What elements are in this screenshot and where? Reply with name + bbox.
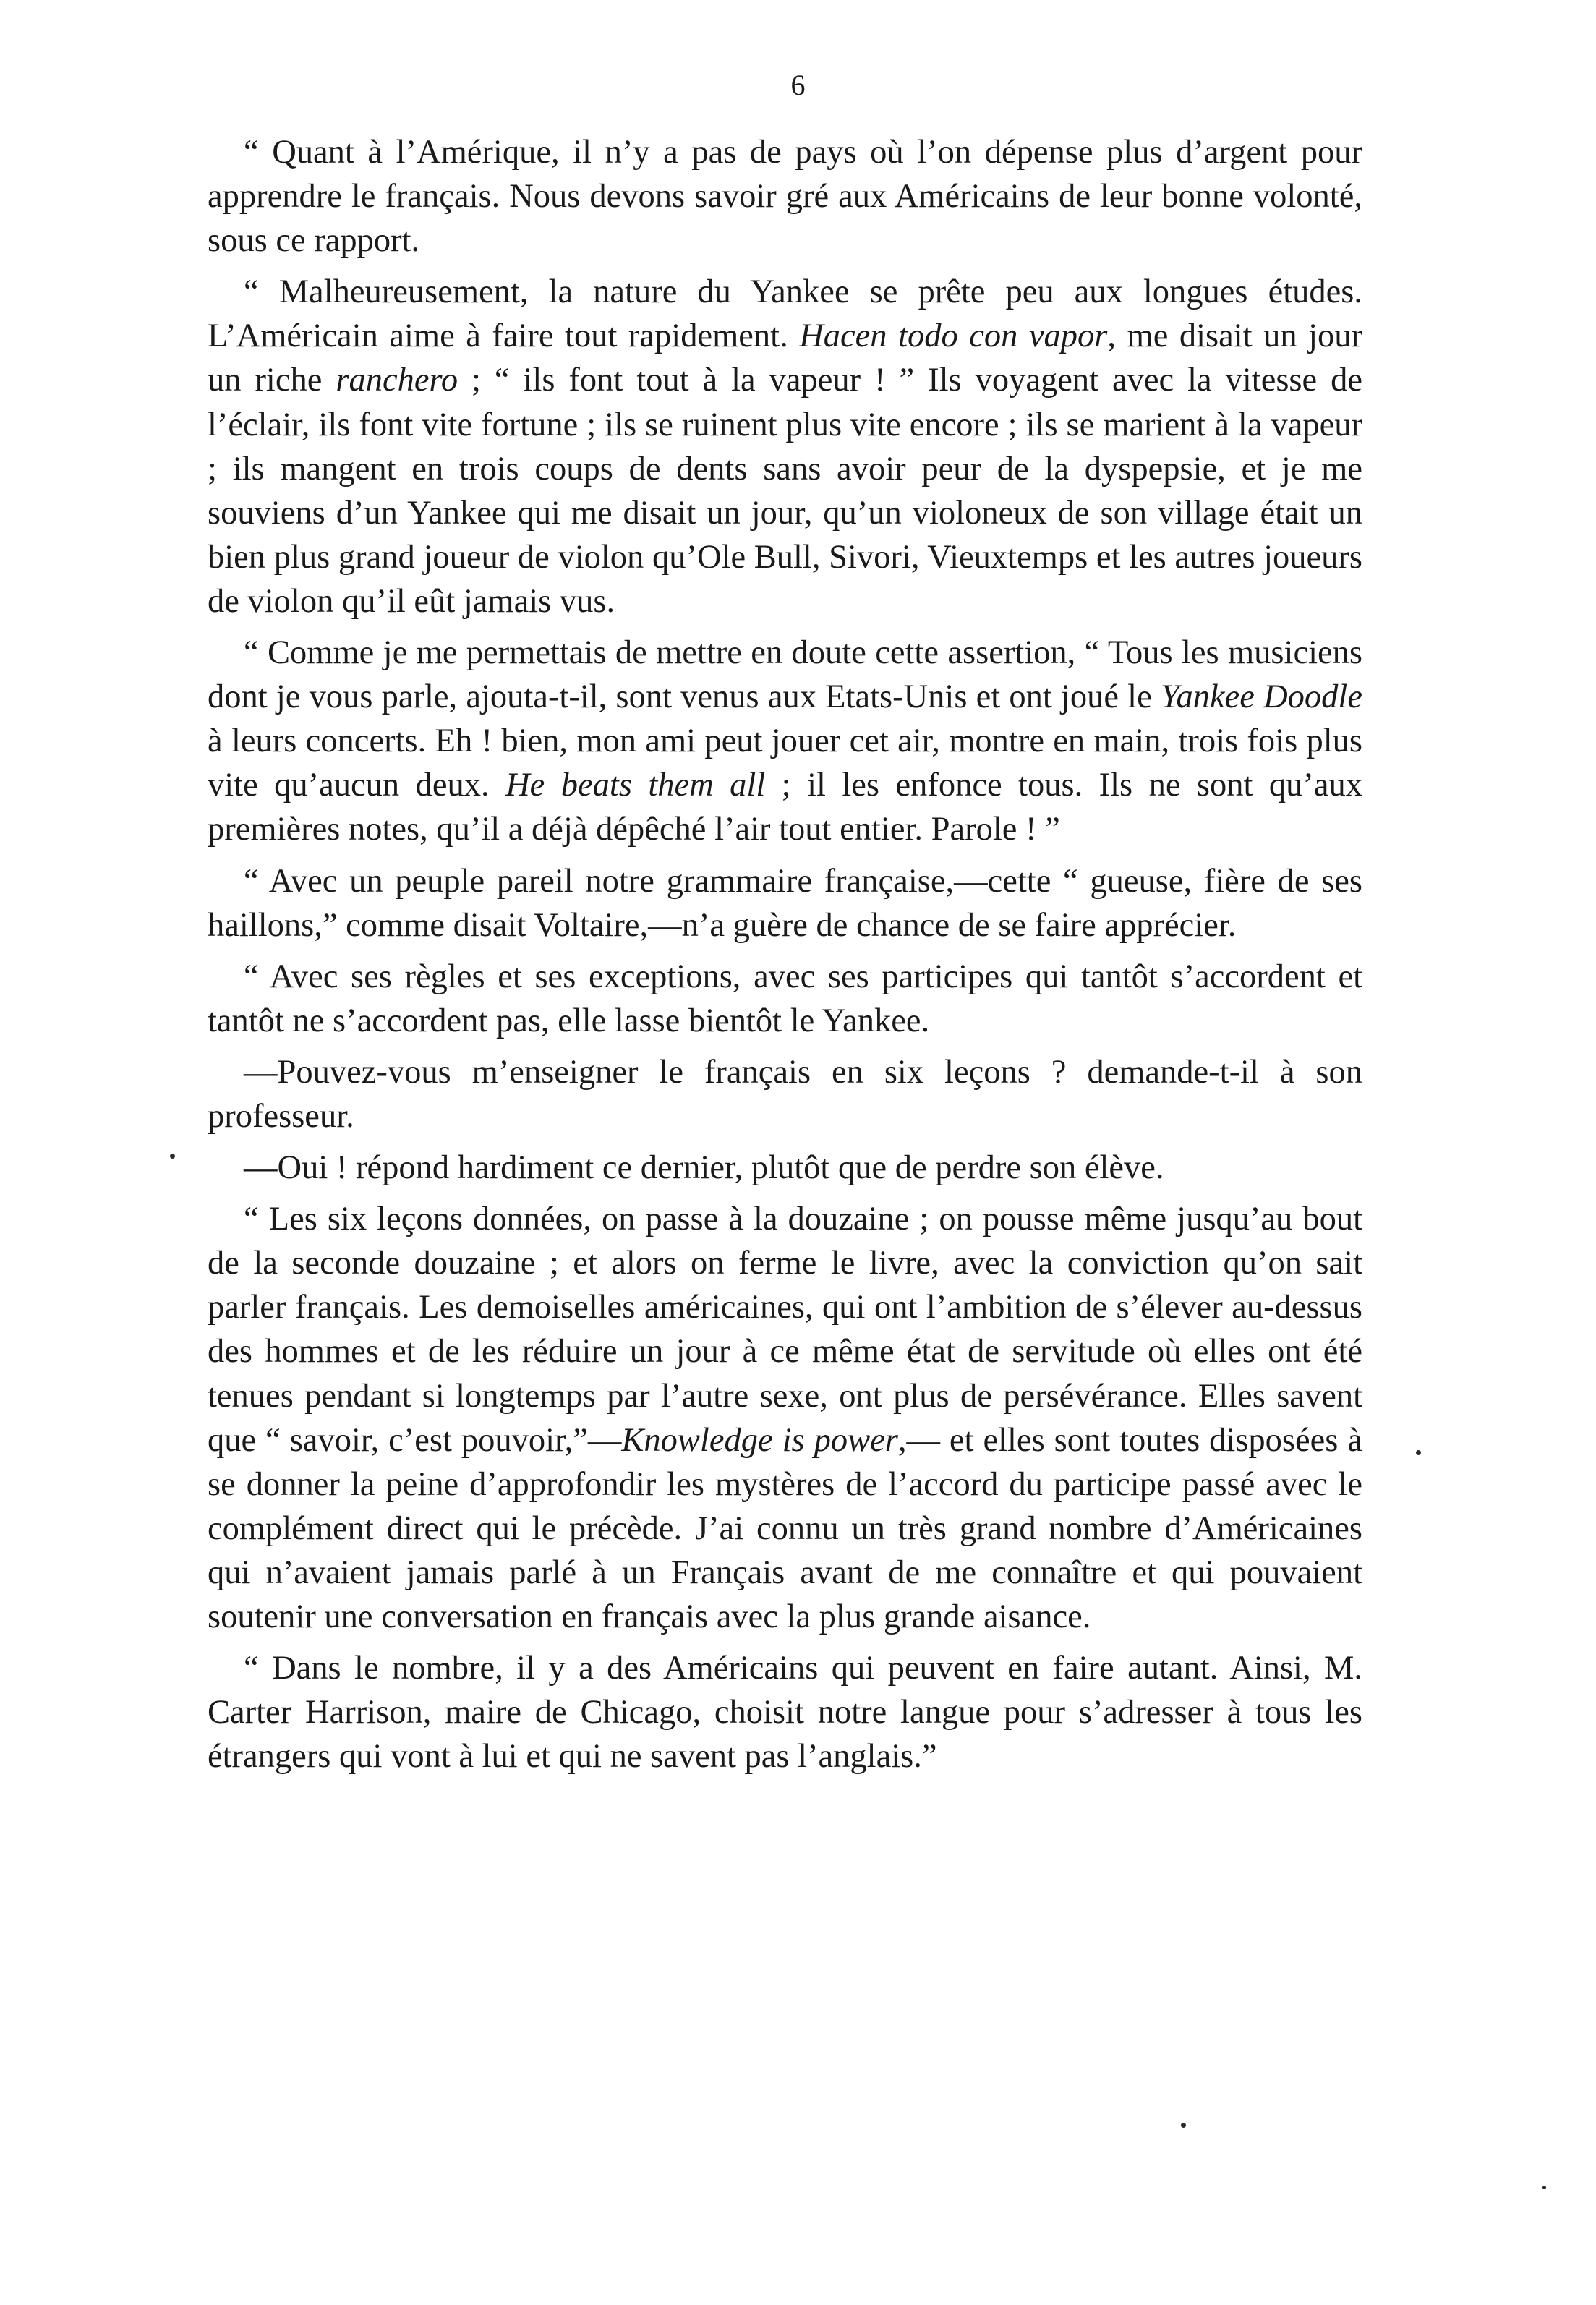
- text-run: —Oui ! répond hardiment ce dernier, plutôt que de perdre son élève.: [244, 1149, 1164, 1187]
- paragraph: [208, 1146, 1362, 1190]
- text-run: à leurs concerts. Eh ! bien, mon ami peut jouer cet air, montre en main, trois fois plus vite qu’aucun deux.: [208, 723, 1362, 804]
- text-run: ; “ ils font tout à la vapeur ! ” Ils voyagent avec la vitesse de l’éclair, ils font vite fortune ; ils se ruinent plus vite encore ; ils se marient à la vapeur ; ils mangent en trois coups de dents sans avoir peur de la dyspepsie, et je me souviens d’un Yankee qui me disait un jour, qu’un violoneux de son village était un bien plus grand joueur de violon qu’Ole Bull, Sivori, Vieuxtemps et les autres joueurs de violon qu’il eût jamais vus.: [208, 362, 1363, 620]
- italic-phrase: He beats them all: [505, 767, 766, 804]
- text-run: , me disait un jour un riche: [208, 318, 1362, 399]
- paragraph: [208, 631, 1362, 851]
- margin-speck: [170, 1154, 175, 1159]
- paragraph: [208, 859, 1362, 947]
- italic-phrase: Hacen todo con vapor: [799, 318, 1108, 355]
- paragraph: [208, 955, 1362, 1043]
- paragraph: [208, 130, 1362, 263]
- italic-phrase: Knowledge is power: [621, 1421, 898, 1459]
- margin-speck: [1181, 2123, 1186, 2128]
- paragraph: [208, 1197, 1362, 1639]
- margin-speck: [1542, 2186, 1546, 2189]
- text-run: “ Comme je me permettais de mettre en doute cette assertion, “ Tous les musiciens dont je vous parle, ajouta-t-il, sont venus aux Etats-Unis et ont joué le: [208, 634, 1362, 716]
- text-run: “ Avec ses règles et ses exceptions, avec ses participes qui tantôt s’accordent et tantôt ne s’accordent pas, elle lasse bientôt le Yankee.: [208, 958, 1362, 1039]
- body-text: [208, 130, 1362, 1786]
- text-run: “ Dans le nombre, il y a des Américains qui peuvent en faire autant. Ainsi, M. Carter Harrison, maire de Chicago, choisit notre langue pour s’adresser à tous les étrangers qui vont à lui et qui ne savent pas l’anglais.”: [208, 1650, 1362, 1776]
- page-number: 6: [790, 69, 806, 101]
- text-run: “ Malheureusement, la nature du Yankee se prête peu aux longues études. L’Américain aime à faire tout rapidement.: [208, 273, 1362, 355]
- margin-speck: [1416, 1450, 1421, 1455]
- italic-phrase: Yankee Doodle: [1160, 678, 1362, 716]
- text-run: “ Avec un peuple pareil notre grammaire française,—cette “ gueuse, fière de ses haillons,” comme disait Voltaire,—n’a guère de chance de se faire apprécier.: [208, 862, 1362, 944]
- italic-phrase: ranchero: [336, 362, 458, 399]
- text-run: ; il les enfonce tous. Ils ne sont qu’aux premières notes, qu’il a déjà dépêché l’air tout entier. Parole ! ”: [208, 767, 1362, 848]
- text-run: “ Quant à l’Amérique, il n’y a pas de pays où l’on dépense plus d’argent pour apprendre le français. Nous devons savoir gré aux Américains de leur bonne volonté, sous ce rapport.: [208, 134, 1362, 260]
- text-run: ,— et elles sont toutes disposées à se donner la peine d’approfondir les mystères de l’accord du participe passé avec le complément direct qui le précède. J’ai connu un très grand nombre d’Américaines qui n’avaient jamais parlé à un Français avant de me connaître et qui pouvaient soutenir une conversation en français avec la plus grande aisance.: [208, 1421, 1362, 1635]
- paragraph: [208, 270, 1362, 623]
- text-run: “ Les six leçons données, on passe à la douzaine ; on pousse même jusqu’au bout de la seconde douzaine ; et alors on ferme le livre, avec la conviction qu’on sait parler français. Les demoiselles américaines, qui ont l’ambition de s’élever au-dessus des hommes et de les réduire un jour à ce même état de servitude où elles ont été tenues pendant si longtemps par l’autre sexe, ont plus de persévérance. Elles savent que “ savoir, c’est pouvoir,”—: [208, 1201, 1362, 1459]
- paragraph: [208, 1646, 1362, 1778]
- paragraph: [208, 1050, 1362, 1138]
- text-run: —Pouvez-vous m’enseigner le français en six leçons ? demande-t-il à son professeur.: [208, 1053, 1362, 1135]
